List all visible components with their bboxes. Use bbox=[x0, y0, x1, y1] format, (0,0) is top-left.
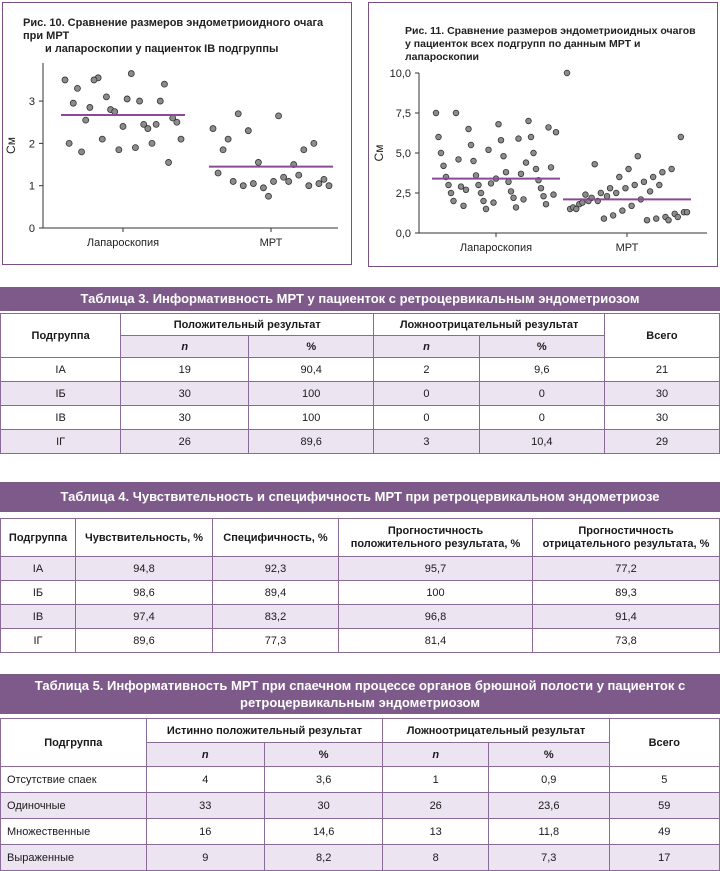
data-point bbox=[220, 147, 226, 153]
table-3-header-total: Всего bbox=[604, 314, 719, 358]
data-point bbox=[74, 85, 80, 91]
data-point bbox=[641, 179, 647, 185]
data-point bbox=[508, 189, 514, 195]
table-row: IБ 30 100 0 0 30 bbox=[1, 382, 720, 406]
y-tick-label: 5,0 bbox=[395, 148, 411, 160]
table-row: IБ 98,6 89,4 100 89,3 bbox=[1, 581, 720, 605]
data-point bbox=[644, 217, 650, 223]
data-point bbox=[551, 192, 557, 198]
data-point bbox=[326, 183, 332, 189]
data-point bbox=[635, 153, 641, 159]
data-point bbox=[604, 193, 610, 199]
table-3-header-group: Подгруппа bbox=[1, 314, 121, 358]
data-point bbox=[128, 71, 134, 77]
data-point bbox=[235, 111, 241, 117]
data-point bbox=[441, 163, 447, 169]
table-3-header-n: n bbox=[374, 336, 479, 358]
table-row: Одиночные 33 30 26 23,6 59 bbox=[1, 793, 720, 819]
data-point bbox=[669, 166, 675, 172]
data-point bbox=[601, 216, 607, 222]
figure-10 bbox=[2, 2, 352, 265]
table-5-header-true-positive: Истинно положительный результат bbox=[146, 719, 383, 743]
data-point bbox=[526, 118, 532, 124]
data-point bbox=[210, 126, 216, 132]
data-point bbox=[311, 140, 317, 146]
data-point bbox=[486, 147, 492, 153]
figure-10-chart bbox=[3, 43, 349, 263]
data-point bbox=[79, 149, 85, 155]
table-row: IГ 89,6 77,3 81,4 73,8 bbox=[1, 629, 720, 653]
figure-11 bbox=[368, 2, 718, 267]
table-4 bbox=[0, 518, 720, 653]
y-tick-label: 3 bbox=[28, 96, 35, 109]
table-5-header-n: n bbox=[146, 743, 264, 767]
data-point bbox=[161, 81, 167, 87]
data-point bbox=[286, 178, 292, 184]
data-point bbox=[564, 70, 570, 76]
data-point bbox=[607, 185, 613, 191]
data-point bbox=[501, 153, 507, 159]
data-point bbox=[316, 181, 322, 187]
table-5-header-n: n bbox=[383, 743, 489, 767]
data-point bbox=[478, 190, 484, 196]
data-point bbox=[580, 200, 586, 206]
data-point bbox=[145, 126, 151, 132]
x-tick-label: МРТ bbox=[615, 242, 639, 254]
data-point bbox=[543, 201, 549, 207]
data-point bbox=[461, 203, 467, 209]
data-point bbox=[610, 213, 616, 219]
data-point bbox=[553, 129, 559, 135]
data-point bbox=[446, 182, 452, 188]
data-point bbox=[83, 117, 89, 123]
table-5-header-false-negative: Ложноотрицательный результат bbox=[383, 719, 609, 743]
data-point bbox=[306, 183, 312, 189]
table-4-header-sensitivity: Чувствительность, % bbox=[76, 519, 213, 557]
data-point bbox=[684, 209, 690, 215]
data-point bbox=[245, 128, 251, 134]
y-tick-label: 2 bbox=[28, 138, 35, 151]
table-3 bbox=[0, 313, 720, 454]
data-point bbox=[70, 100, 76, 106]
data-point bbox=[112, 109, 118, 115]
data-point bbox=[650, 174, 656, 180]
data-point bbox=[436, 134, 442, 140]
data-point bbox=[458, 184, 464, 190]
data-point bbox=[225, 136, 231, 142]
data-point bbox=[511, 195, 517, 201]
table-3-header-n: n bbox=[121, 336, 249, 358]
table-row: Выраженные 9 8,2 8 7,3 17 bbox=[1, 845, 720, 871]
data-point bbox=[598, 190, 604, 196]
data-point bbox=[513, 205, 519, 211]
data-point bbox=[451, 198, 457, 204]
data-point bbox=[533, 166, 539, 172]
table-5-header-group: Подгруппа bbox=[1, 719, 147, 767]
table-row: IB 97,4 83,2 96,8 91,4 bbox=[1, 605, 720, 629]
data-point bbox=[491, 200, 497, 206]
data-point bbox=[521, 197, 527, 203]
data-point bbox=[531, 150, 537, 156]
data-point bbox=[276, 113, 282, 119]
figure-10-title: Рис. 10. Сравнение размеров эндометриоидного очага при МРТ и лапароскопии у пациенток IB подгруппы bbox=[23, 17, 324, 55]
data-point bbox=[583, 192, 589, 198]
data-point bbox=[438, 150, 444, 156]
data-point bbox=[296, 172, 302, 178]
data-point bbox=[137, 98, 143, 104]
x-tick-label: Лапароскопия bbox=[86, 237, 160, 249]
data-point bbox=[518, 171, 524, 177]
data-point bbox=[623, 185, 629, 191]
table-row: IГ 26 89,6 3 10,4 29 bbox=[1, 430, 720, 454]
data-point bbox=[230, 178, 236, 184]
data-point bbox=[613, 190, 619, 196]
data-point bbox=[453, 110, 459, 116]
y-tick-label: 10,0 bbox=[389, 68, 411, 80]
data-point bbox=[66, 140, 72, 146]
data-point bbox=[675, 214, 681, 220]
data-point bbox=[653, 216, 659, 222]
data-point bbox=[548, 165, 554, 171]
data-point bbox=[120, 123, 126, 129]
data-point bbox=[678, 134, 684, 140]
data-point bbox=[546, 125, 552, 131]
table-3-header-false-negative: Ложноотрицательный результат bbox=[374, 314, 605, 336]
table-3-header-pct: % bbox=[249, 336, 374, 358]
table-4-header-group: Подгруппа bbox=[1, 519, 76, 557]
y-axis-label: См bbox=[372, 144, 386, 162]
data-point bbox=[91, 77, 97, 83]
table-row: Отсутствие спаек 4 3,6 1 0,9 5 bbox=[1, 767, 720, 793]
data-point bbox=[629, 203, 635, 209]
data-point bbox=[573, 206, 579, 212]
data-point bbox=[433, 110, 439, 116]
y-tick-label: 0,0 bbox=[395, 228, 411, 240]
table-4-title: Таблица 4. Чувствительность и специфичность МРТ при ретроцервикальном эндометриозе bbox=[0, 482, 720, 512]
data-point bbox=[617, 174, 623, 180]
table-5 bbox=[0, 718, 720, 871]
data-point bbox=[149, 140, 155, 146]
data-point bbox=[473, 173, 479, 179]
data-point bbox=[240, 183, 246, 189]
table-4-header-specificity: Специфичность, % bbox=[213, 519, 339, 557]
data-point bbox=[62, 77, 68, 83]
table-4-header-ppv: Прогностичность положительного результата, % bbox=[339, 519, 533, 557]
data-point bbox=[481, 198, 487, 204]
x-tick-label: Лапароскопия bbox=[459, 242, 533, 254]
table-5-header-pct: % bbox=[488, 743, 609, 767]
data-point bbox=[538, 185, 544, 191]
data-point bbox=[99, 136, 105, 142]
data-point bbox=[468, 142, 474, 148]
data-point bbox=[626, 166, 632, 172]
data-point bbox=[153, 121, 159, 127]
data-point bbox=[463, 187, 469, 193]
y-tick-label: 0 bbox=[28, 223, 35, 235]
data-point bbox=[265, 193, 271, 199]
data-point bbox=[503, 169, 509, 175]
data-point bbox=[250, 181, 256, 187]
data-point bbox=[506, 179, 512, 185]
data-point bbox=[116, 147, 122, 153]
data-point bbox=[103, 94, 109, 100]
data-point bbox=[592, 161, 598, 167]
data-point bbox=[166, 159, 172, 165]
data-point bbox=[496, 121, 502, 127]
x-tick-label: МРТ bbox=[259, 237, 283, 249]
data-point bbox=[271, 178, 277, 184]
data-point bbox=[456, 157, 462, 163]
data-point bbox=[124, 96, 130, 102]
data-point bbox=[516, 136, 522, 142]
table-row: IA 19 90,4 2 9,6 21 bbox=[1, 358, 720, 382]
table-5-header-pct: % bbox=[264, 743, 382, 767]
data-point bbox=[660, 169, 666, 175]
table-3-header-positive: Положительный результат bbox=[121, 314, 374, 336]
data-point bbox=[255, 159, 261, 165]
y-tick-label: 2,5 bbox=[395, 188, 411, 200]
table-3-title: Таблица 3. Информативность МРТ у пациенток с ретроцервикальным эндометриозом bbox=[0, 287, 720, 311]
data-point bbox=[483, 206, 489, 212]
y-axis-label: См bbox=[4, 137, 18, 154]
table-row: Множественные 16 14,6 13 11,8 49 bbox=[1, 819, 720, 845]
y-tick-label: 1 bbox=[28, 180, 35, 193]
data-point bbox=[523, 160, 529, 166]
table-row: IA 94,8 92,3 95,7 77,2 bbox=[1, 557, 720, 581]
data-point bbox=[215, 170, 221, 176]
data-point bbox=[620, 208, 626, 214]
data-point bbox=[666, 217, 672, 223]
data-point bbox=[260, 185, 266, 191]
data-point bbox=[476, 182, 482, 188]
data-point bbox=[132, 145, 138, 151]
data-point bbox=[471, 158, 477, 164]
data-point bbox=[647, 189, 653, 195]
data-point bbox=[157, 98, 163, 104]
data-point bbox=[448, 190, 454, 196]
data-point bbox=[281, 174, 287, 180]
table-row: IB 30 100 0 0 30 bbox=[1, 406, 720, 430]
figure-11-chart bbox=[369, 48, 715, 268]
table-4-header-npv: Прогностичность отрицательного результата, % bbox=[533, 519, 720, 557]
figure-11-title: Рис. 11. Сравнение размеров эндометриоидных очагов у пациенток всех подгрупп по данным МРТ и лапароскопии bbox=[405, 25, 696, 63]
data-point bbox=[301, 147, 307, 153]
data-point bbox=[178, 136, 184, 142]
data-point bbox=[466, 126, 472, 132]
data-point bbox=[528, 134, 534, 140]
table-5-title: Таблица 5. Информативность МРТ при спаечном процессе органов брюшной полости у пациенток с ретроцервикальным эндометриозом bbox=[0, 674, 720, 714]
y-tick-label: 7,5 bbox=[395, 108, 411, 120]
data-point bbox=[488, 181, 494, 187]
data-point bbox=[657, 182, 663, 188]
table-3-header-pct: % bbox=[479, 336, 604, 358]
data-point bbox=[632, 182, 638, 188]
data-point bbox=[541, 193, 547, 199]
data-point bbox=[498, 137, 504, 143]
data-point bbox=[87, 104, 93, 110]
data-point bbox=[321, 176, 327, 182]
table-5-header-total: Всего bbox=[609, 719, 719, 767]
